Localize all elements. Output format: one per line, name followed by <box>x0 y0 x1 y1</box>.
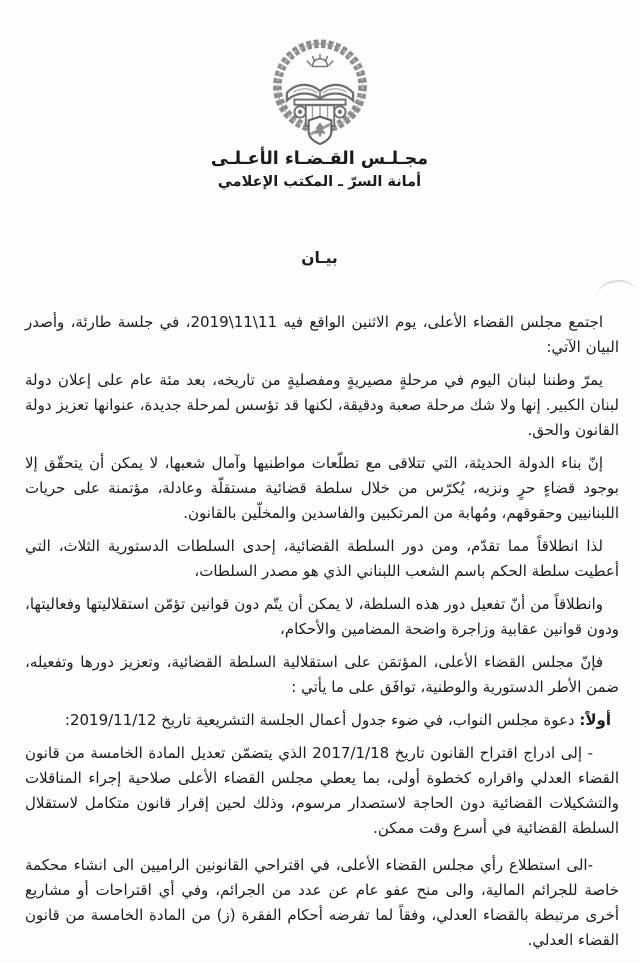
statement-paragraph: فإنّ مجلس القضاء الأعلى، المؤتمَن على استقلالية السلطة القضائية، وتعزيز دورها وتفعيله، ضمن الأطر الدستورية والوطنية، توافَق على ما يأتي : <box>25 653 619 696</box>
resolution-item: -الى استطلاع رأي مجلس القضاء الأعلى، في اقتراحي القانونين الراميين الى انشاء محكمة خاصة للجرائم المالية، والى منح عفو عام عن عدد من الجرائم، وفي أي اقتراحات أو مشاريع أخرى مرتبطة بالقضاء العدلي، وفقاً لما تفرضه أحكام الفقرة (ز) من المادة الخامسة من قانون القضاء العدلي. <box>25 856 619 949</box>
org-subtitle: أمانة السرّ ـ المكتب الإعلامي <box>217 174 422 190</box>
statement-paragraph: اجتمع مجلس القضاء الأعلى، يوم الاثنين الواقع فيه 11\11\2019، في جلسة طارئة، وأصدر البيان الآتي: <box>25 313 619 356</box>
statement-paragraph: يمرّ وطننا لبنان اليوم في مرحلةٍ مصيريةٍ ومفصليةٍ من تاريخه، بعد مئة عام على إعلان دولة لبنان الكبير. إنها ولا شك مرحلة صعبة ودقيقة، لكنها قد تؤسس لمرحلة جديدة، عنوانها تعزيز دولة القانون والحق. <box>25 371 619 439</box>
judicial-council-emblem-icon <box>267 37 373 147</box>
letterhead <box>0 3 639 192</box>
document-title: بيـان <box>301 249 338 267</box>
statement-paragraph: وانطلاقاً من أنّ تفعيل دور هذه السلطة، لا يمكن أن يتّم دون قوانين تؤمّن استقلاليتها وفعاليتها، ودون قوانين عقابية وزاجرة واضحة المضامين والأحكام، <box>25 595 619 638</box>
scanned-statement-page <box>0 3 639 960</box>
statement-body <box>0 268 639 953</box>
statement-paragraph: إنّ بناء الدولة الحديثة، التي تتلاقى مع تطلّعات مواطنيها وآمال شعبها، لا يمكن أن يتحقّق إلا بوجود قضاءٍ حرٍ ونزيه، يُكرّس من خلال سلطة قضائية مستقلّة وعادلة، مؤتمنة على حريات اللبنانيين وحقوقهم، ومُهابة من المرتكبين والفاسدين والمخلّين بالقانون. <box>25 454 619 522</box>
resolution-item: - إلى ادراج اقتراح القانون تاريخ 2017/1/18 الذي يتضمّن تعديل المادة الخامسة من قانون القضاء العدلي واقراره كخطوة أولى، بما يعطي مجلس القضاء الأعلى صلاحية إجراء المناقلات والتشكيلات القضائية دون الحاجة لاستصدار مرسوم، وذلك لحين إقرار قانون متكامل لاستقلال السلطة القضائية في أسرع وقت ممكن. <box>25 744 619 837</box>
statement-paragraph: لذا انطلاقاً مما تقدّم، ومن دور السلطة القضائية، إحدى السلطات الدستورية الثلاث، التي أعطيت سلطة الحكم باسم الشعب اللبناني الذي هو مصدر السلطات، <box>25 537 619 580</box>
resolution-intro-text: دعوة مجلس النواب، في ضوء جدول أعمال الجلسة التشريعية تاريخ 2019/11/12: <box>64 711 580 729</box>
resolution-intro-label: أولاً: <box>579 711 611 729</box>
org-name: مجـلـس القـضـاء الأعـلـى <box>210 149 429 169</box>
resolution-intro <box>25 708 619 733</box>
